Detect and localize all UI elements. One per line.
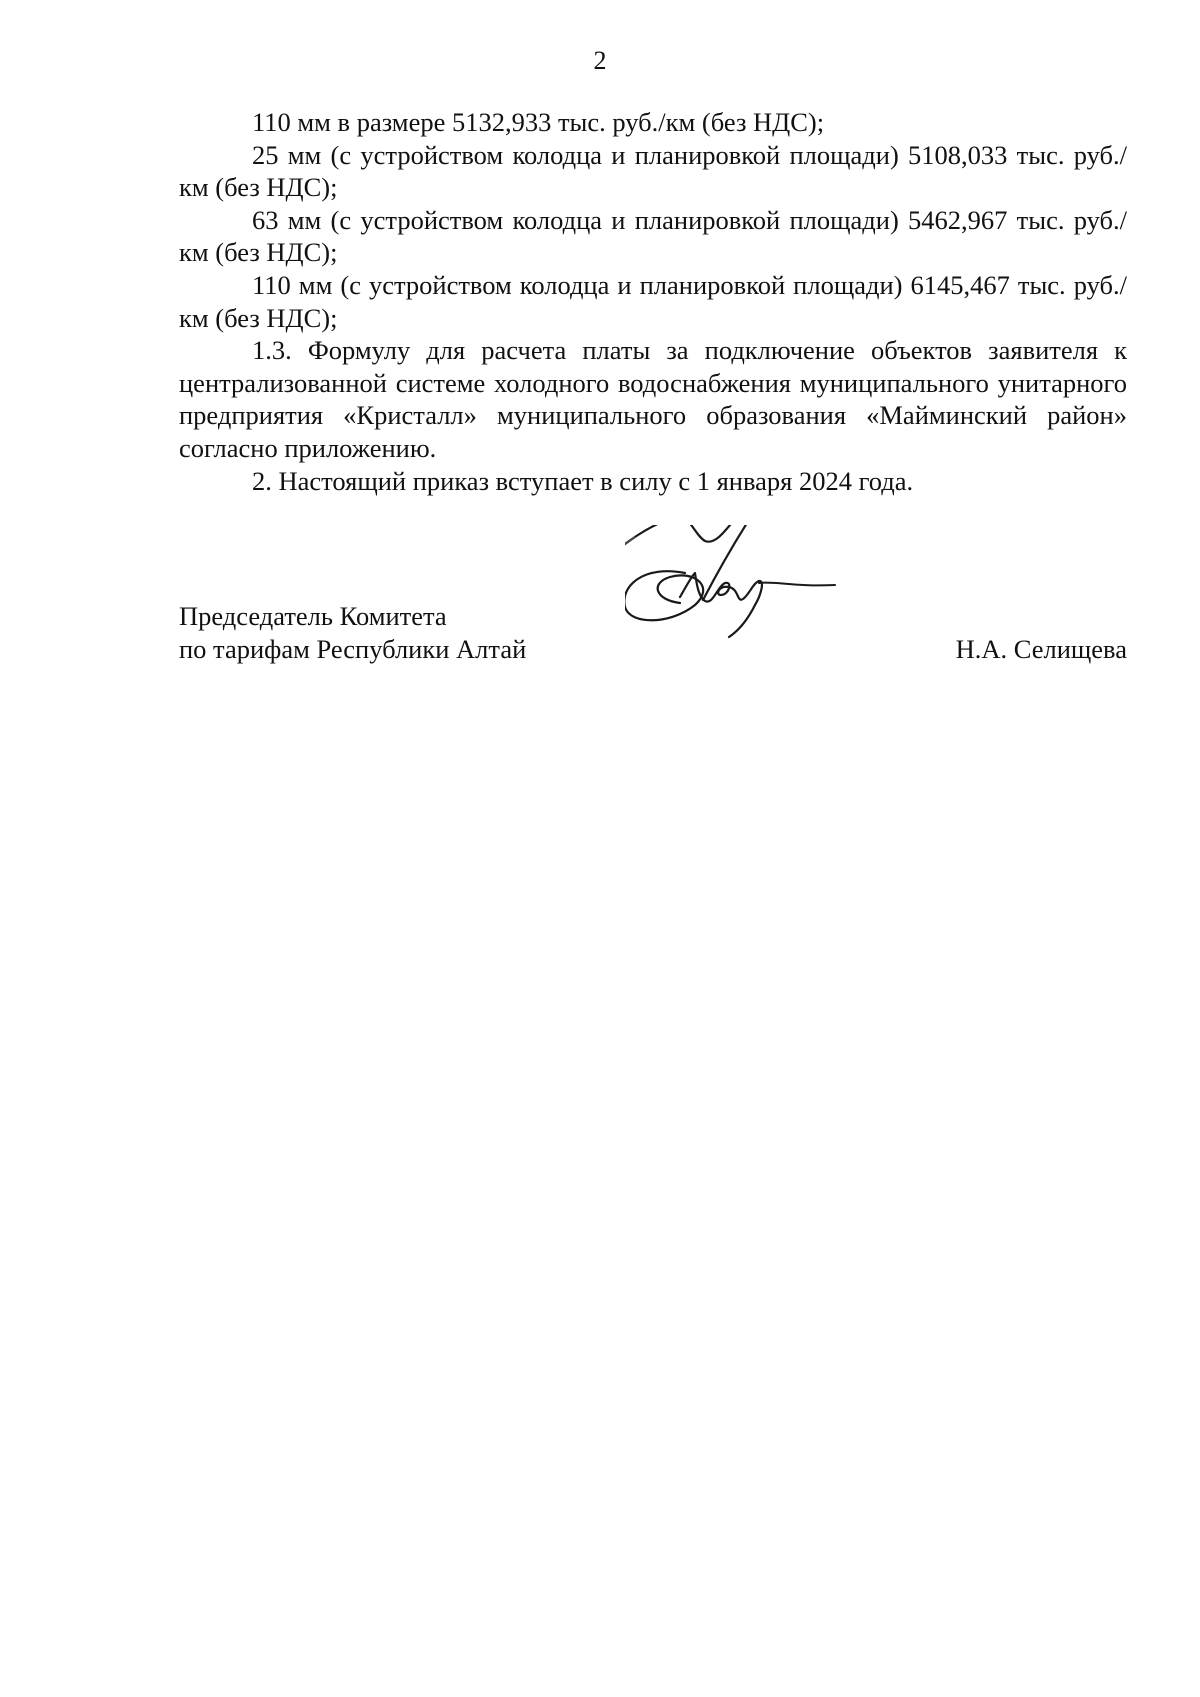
- paragraph-pipe-63mm: 63 мм (с устройством колодца и планировкой площади) 5462,967 тыс. руб./км (без НДС);: [179, 204, 1127, 268]
- signatory-position-line2: по тарифам Республики Алтай: [179, 633, 527, 664]
- paragraph-effective-date: 2. Настоящий приказ вступает в силу с 1 января 2024 года.: [252, 465, 914, 496]
- paragraph-formula: 1.3. Формулу для расчета платы за подключение объектов заявителя к централизованной системе холодного водоснабжения муниципального унитарного предприятия «Кристалл» муниципального образования «Майминский район» согласно приложению.: [179, 335, 1127, 463]
- signatory-name: Н.А. Селищева: [955, 633, 1127, 664]
- paragraph-pipe-110mm: 110 мм в размере 5132,933 тыс. руб./км (без НДС);: [252, 107, 825, 137]
- paragraph-pipe-110mm-well: 110 мм (с устройством колодца и планировкой площади) 6145,467 тыс. руб./км (без НДС);: [179, 269, 1127, 333]
- paragraph-pipe-25mm: 25 мм (с устройством колодца и планировкой площади) 5108,033 тыс. руб./км (без НДС);: [179, 139, 1127, 203]
- page-number: 2: [593, 46, 607, 75]
- handwritten-signature-icon: [625, 525, 925, 695]
- signatory-position-line1: Председатель Комитета: [179, 601, 447, 631]
- signatory-position: [179, 600, 526, 665]
- document-body: [179, 106, 1127, 497]
